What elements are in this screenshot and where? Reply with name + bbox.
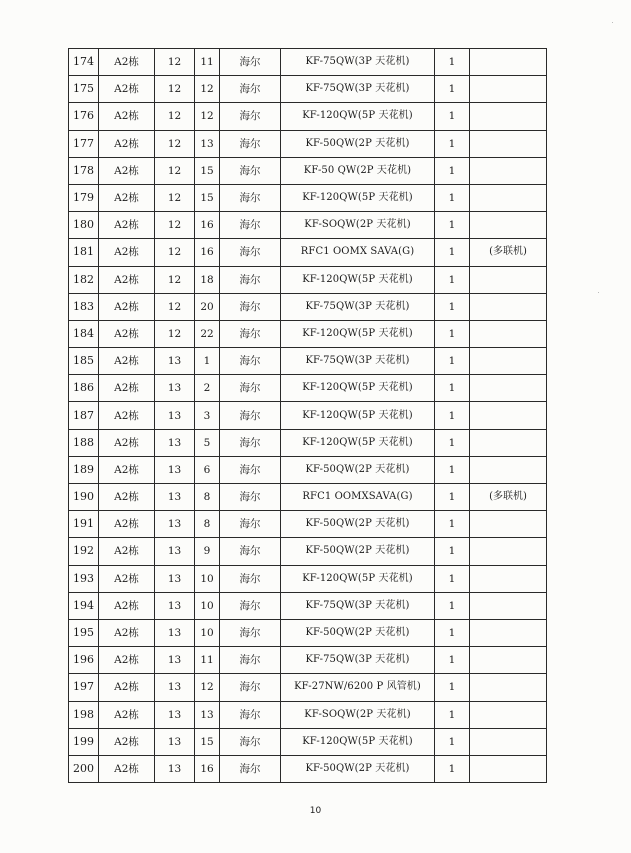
building-cell: A2栋 — [99, 592, 155, 619]
scan-speck — [612, 22, 613, 23]
brand-cell: 海尔 — [220, 755, 281, 782]
note-cell — [470, 538, 547, 565]
brand-cell: 海尔 — [220, 103, 281, 130]
row-number-cell: 185 — [69, 348, 99, 375]
table-row — [69, 348, 547, 375]
building-cell: A2栋 — [99, 76, 155, 103]
table-row — [69, 701, 547, 728]
floor-cell: 13 — [155, 429, 195, 456]
floor-cell: 13 — [155, 701, 195, 728]
note-cell: (多联机) — [470, 484, 547, 511]
model-cell: KF-50QW(2P 天花机) — [281, 130, 435, 157]
row-number-cell: 195 — [69, 619, 99, 646]
building-cell: A2栋 — [99, 456, 155, 483]
building-cell: A2栋 — [99, 348, 155, 375]
quantity-cell: 1 — [435, 484, 470, 511]
room-cell: 13 — [195, 701, 220, 728]
floor-cell: 13 — [155, 728, 195, 755]
brand-cell: 海尔 — [220, 157, 281, 184]
table-row — [69, 239, 547, 266]
building-cell: A2栋 — [99, 619, 155, 646]
table-row — [69, 728, 547, 755]
room-cell: 3 — [195, 402, 220, 429]
quantity-cell: 1 — [435, 49, 470, 76]
model-cell: KF-75QW(3P 天花机) — [281, 592, 435, 619]
model-cell: RFC1 OOMX SAVA(G) — [281, 239, 435, 266]
row-number-cell: 184 — [69, 320, 99, 347]
building-cell: A2栋 — [99, 103, 155, 130]
brand-cell: 海尔 — [220, 320, 281, 347]
quantity-cell: 1 — [435, 701, 470, 728]
room-cell: 18 — [195, 266, 220, 293]
quantity-cell: 1 — [435, 212, 470, 239]
building-cell: A2栋 — [99, 674, 155, 701]
quantity-cell: 1 — [435, 239, 470, 266]
quantity-cell: 1 — [435, 375, 470, 402]
room-cell: 15 — [195, 157, 220, 184]
floor-cell: 13 — [155, 592, 195, 619]
building-cell: A2栋 — [99, 293, 155, 320]
row-number-cell: 183 — [69, 293, 99, 320]
floor-cell: 12 — [155, 76, 195, 103]
table-row — [69, 619, 547, 646]
table-row — [69, 429, 547, 456]
floor-cell: 12 — [155, 293, 195, 320]
page-number: 10 — [309, 806, 322, 816]
row-number-cell: 189 — [69, 456, 99, 483]
building-cell: A2栋 — [99, 647, 155, 674]
note-cell — [470, 647, 547, 674]
room-cell: 10 — [195, 592, 220, 619]
quantity-cell: 1 — [435, 674, 470, 701]
building-cell: A2栋 — [99, 755, 155, 782]
building-cell: A2栋 — [99, 184, 155, 211]
model-cell: KF-27NW/6200 P 风管机) — [281, 674, 435, 701]
floor-cell: 12 — [155, 266, 195, 293]
floor-cell: 13 — [155, 348, 195, 375]
table-row — [69, 511, 547, 538]
model-cell: KF-120QW(5P 天花机) — [281, 266, 435, 293]
room-cell: 5 — [195, 429, 220, 456]
model-cell: KF-SOQW(2P 天花机) — [281, 212, 435, 239]
brand-cell: 海尔 — [220, 701, 281, 728]
room-cell: 13 — [195, 130, 220, 157]
model-cell: KF-75QW(3P 天花机) — [281, 348, 435, 375]
floor-cell: 13 — [155, 375, 195, 402]
row-number-cell: 182 — [69, 266, 99, 293]
floor-cell: 12 — [155, 184, 195, 211]
row-number-cell: 196 — [69, 647, 99, 674]
brand-cell: 海尔 — [220, 511, 281, 538]
room-cell: 16 — [195, 212, 220, 239]
building-cell: A2栋 — [99, 49, 155, 76]
note-cell — [470, 565, 547, 592]
building-cell: A2栋 — [99, 239, 155, 266]
note-cell — [470, 456, 547, 483]
table-row — [69, 157, 547, 184]
row-number-cell: 192 — [69, 538, 99, 565]
room-cell: 9 — [195, 538, 220, 565]
row-number-cell: 178 — [69, 157, 99, 184]
building-cell: A2栋 — [99, 701, 155, 728]
room-cell: 12 — [195, 103, 220, 130]
table-row — [69, 755, 547, 782]
floor-cell: 13 — [155, 456, 195, 483]
brand-cell: 海尔 — [220, 402, 281, 429]
room-cell: 12 — [195, 674, 220, 701]
table-row — [69, 402, 547, 429]
model-cell: KF-50QW(2P 天花机) — [281, 456, 435, 483]
brand-cell: 海尔 — [220, 239, 281, 266]
brand-cell: 海尔 — [220, 456, 281, 483]
row-number-cell: 199 — [69, 728, 99, 755]
model-cell: KF-120QW(5P 天花机) — [281, 320, 435, 347]
brand-cell: 海尔 — [220, 130, 281, 157]
floor-cell: 12 — [155, 157, 195, 184]
quantity-cell: 1 — [435, 619, 470, 646]
note-cell — [470, 49, 547, 76]
note-cell — [470, 511, 547, 538]
room-cell: 10 — [195, 619, 220, 646]
row-number-cell: 194 — [69, 592, 99, 619]
note-cell — [470, 130, 547, 157]
table-row — [69, 320, 547, 347]
quantity-cell: 1 — [435, 103, 470, 130]
brand-cell: 海尔 — [220, 619, 281, 646]
floor-cell: 13 — [155, 538, 195, 565]
brand-cell: 海尔 — [220, 293, 281, 320]
floor-cell: 12 — [155, 212, 195, 239]
table-row — [69, 130, 547, 157]
building-cell: A2栋 — [99, 320, 155, 347]
row-number-cell: 175 — [69, 76, 99, 103]
model-cell: KF-75QW(3P 天花机) — [281, 49, 435, 76]
model-cell: KF-120QW(5P 天花机) — [281, 103, 435, 130]
brand-cell: 海尔 — [220, 565, 281, 592]
building-cell: A2栋 — [99, 375, 155, 402]
quantity-cell: 1 — [435, 511, 470, 538]
note-cell — [470, 103, 547, 130]
table-row — [69, 103, 547, 130]
building-cell: A2栋 — [99, 402, 155, 429]
room-cell: 2 — [195, 375, 220, 402]
note-cell — [470, 76, 547, 103]
building-cell: A2栋 — [99, 157, 155, 184]
note-cell — [470, 429, 547, 456]
floor-cell: 12 — [155, 320, 195, 347]
row-number-cell: 176 — [69, 103, 99, 130]
table-row — [69, 456, 547, 483]
row-number-cell: 187 — [69, 402, 99, 429]
quantity-cell: 1 — [435, 755, 470, 782]
brand-cell: 海尔 — [220, 212, 281, 239]
note-cell — [470, 157, 547, 184]
model-cell: KF-120QW(5P 天花机) — [281, 184, 435, 211]
note-cell — [470, 402, 547, 429]
brand-cell: 海尔 — [220, 592, 281, 619]
row-number-cell: 197 — [69, 674, 99, 701]
row-number-cell: 181 — [69, 239, 99, 266]
room-cell: 1 — [195, 348, 220, 375]
row-number-cell: 174 — [69, 49, 99, 76]
model-cell: KF-75QW(3P 天花机) — [281, 293, 435, 320]
row-number-cell: 186 — [69, 375, 99, 402]
brand-cell: 海尔 — [220, 375, 281, 402]
model-cell: KF-50 QW(2P 天花机) — [281, 157, 435, 184]
quantity-cell: 1 — [435, 429, 470, 456]
building-cell: A2栋 — [99, 728, 155, 755]
building-cell: A2栋 — [99, 429, 155, 456]
row-number-cell: 177 — [69, 130, 99, 157]
table-row — [69, 592, 547, 619]
quantity-cell: 1 — [435, 456, 470, 483]
note-cell — [470, 619, 547, 646]
row-number-cell: 193 — [69, 565, 99, 592]
row-number-cell: 200 — [69, 755, 99, 782]
quantity-cell: 1 — [435, 76, 470, 103]
table-row — [69, 565, 547, 592]
model-cell: KF-120QW(5P 天花机) — [281, 565, 435, 592]
table-row — [69, 484, 547, 511]
model-cell: KF-120QW(5P 天花机) — [281, 375, 435, 402]
model-cell: KF-120QW(5P 天花机) — [281, 402, 435, 429]
building-cell: A2栋 — [99, 484, 155, 511]
brand-cell: 海尔 — [220, 484, 281, 511]
table-row — [69, 538, 547, 565]
row-number-cell: 191 — [69, 511, 99, 538]
model-cell: KF-50QW(2P 天花机) — [281, 755, 435, 782]
brand-cell: 海尔 — [220, 728, 281, 755]
table-row — [69, 184, 547, 211]
floor-cell: 13 — [155, 647, 195, 674]
note-cell — [470, 674, 547, 701]
brand-cell: 海尔 — [220, 184, 281, 211]
note-cell — [470, 701, 547, 728]
brand-cell: 海尔 — [220, 429, 281, 456]
model-cell: KF-50QW(2P 天花机) — [281, 511, 435, 538]
quantity-cell: 1 — [435, 728, 470, 755]
model-cell: KF-50QW(2P 天花机) — [281, 538, 435, 565]
note-cell — [470, 592, 547, 619]
table-row — [69, 266, 547, 293]
room-cell: 8 — [195, 511, 220, 538]
row-number-cell: 180 — [69, 212, 99, 239]
table-row — [69, 49, 547, 76]
quantity-cell: 1 — [435, 402, 470, 429]
model-cell: KF-120QW(5P 天花机) — [281, 728, 435, 755]
row-number-cell: 179 — [69, 184, 99, 211]
room-cell: 15 — [195, 184, 220, 211]
building-cell: A2栋 — [99, 511, 155, 538]
room-cell: 6 — [195, 456, 220, 483]
brand-cell: 海尔 — [220, 674, 281, 701]
quantity-cell: 1 — [435, 293, 470, 320]
quantity-cell: 1 — [435, 565, 470, 592]
model-cell: KF-120QW(5P 天花机) — [281, 429, 435, 456]
floor-cell: 13 — [155, 484, 195, 511]
note-cell — [470, 320, 547, 347]
room-cell: 11 — [195, 49, 220, 76]
note-cell — [470, 755, 547, 782]
quantity-cell: 1 — [435, 348, 470, 375]
brand-cell: 海尔 — [220, 348, 281, 375]
building-cell: A2栋 — [99, 565, 155, 592]
brand-cell: 海尔 — [220, 647, 281, 674]
room-cell: 15 — [195, 728, 220, 755]
table-row — [69, 76, 547, 103]
room-cell: 10 — [195, 565, 220, 592]
quantity-cell: 1 — [435, 592, 470, 619]
row-number-cell: 188 — [69, 429, 99, 456]
model-cell: KF-75QW(3P 天花机) — [281, 647, 435, 674]
floor-cell: 12 — [155, 130, 195, 157]
building-cell: A2栋 — [99, 538, 155, 565]
building-cell: A2栋 — [99, 130, 155, 157]
floor-cell: 12 — [155, 49, 195, 76]
floor-cell: 13 — [155, 755, 195, 782]
note-cell — [470, 293, 547, 320]
floor-cell: 13 — [155, 565, 195, 592]
room-cell: 11 — [195, 647, 220, 674]
floor-cell: 13 — [155, 402, 195, 429]
row-number-cell: 198 — [69, 701, 99, 728]
row-number-cell: 190 — [69, 484, 99, 511]
quantity-cell: 1 — [435, 157, 470, 184]
floor-cell: 13 — [155, 619, 195, 646]
table-row — [69, 212, 547, 239]
floor-cell: 12 — [155, 103, 195, 130]
note-cell — [470, 212, 547, 239]
model-cell: KF-50QW(2P 天花机) — [281, 619, 435, 646]
equipment-table — [68, 48, 547, 783]
note-cell — [470, 375, 547, 402]
note-cell — [470, 728, 547, 755]
room-cell: 20 — [195, 293, 220, 320]
room-cell: 16 — [195, 239, 220, 266]
note-cell — [470, 184, 547, 211]
quantity-cell: 1 — [435, 538, 470, 565]
floor-cell: 13 — [155, 511, 195, 538]
brand-cell: 海尔 — [220, 49, 281, 76]
brand-cell: 海尔 — [220, 538, 281, 565]
table-row — [69, 674, 547, 701]
table-row — [69, 293, 547, 320]
table-row — [69, 647, 547, 674]
room-cell: 22 — [195, 320, 220, 347]
table-row — [69, 375, 547, 402]
building-cell: A2栋 — [99, 266, 155, 293]
model-cell: KF-SOQW(2P 天花机) — [281, 701, 435, 728]
floor-cell: 12 — [155, 239, 195, 266]
floor-cell: 13 — [155, 674, 195, 701]
room-cell: 8 — [195, 484, 220, 511]
note-cell — [470, 348, 547, 375]
brand-cell: 海尔 — [220, 266, 281, 293]
model-cell: KF-75QW(3P 天花机) — [281, 76, 435, 103]
note-cell: (多联机) — [470, 239, 547, 266]
brand-cell: 海尔 — [220, 76, 281, 103]
model-cell: RFC1 OOMXSAVA(G) — [281, 484, 435, 511]
room-cell: 16 — [195, 755, 220, 782]
quantity-cell: 1 — [435, 266, 470, 293]
room-cell: 12 — [195, 76, 220, 103]
note-cell — [470, 266, 547, 293]
quantity-cell: 1 — [435, 647, 470, 674]
building-cell: A2栋 — [99, 212, 155, 239]
quantity-cell: 1 — [435, 320, 470, 347]
quantity-cell: 1 — [435, 130, 470, 157]
scan-speck — [598, 292, 599, 293]
quantity-cell: 1 — [435, 184, 470, 211]
